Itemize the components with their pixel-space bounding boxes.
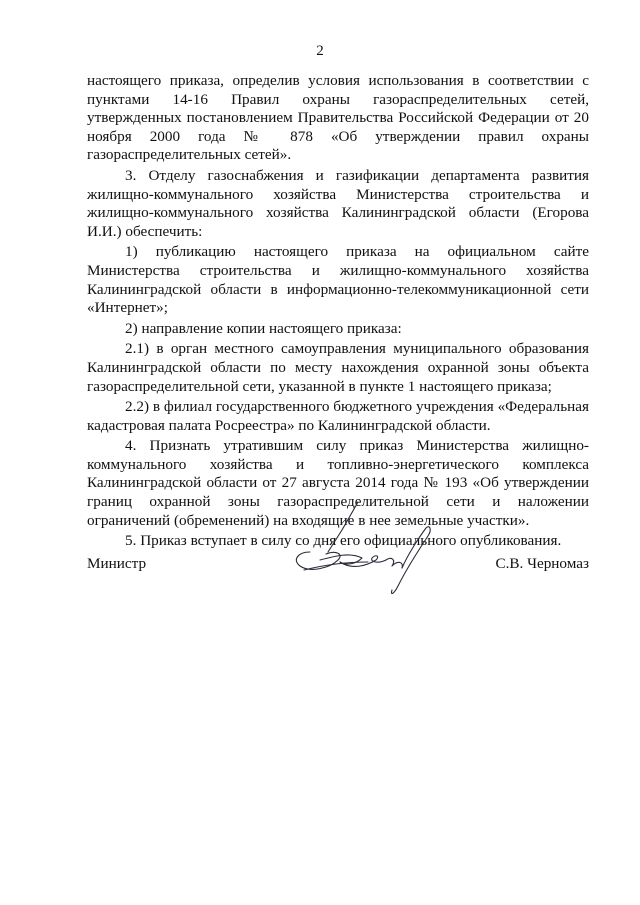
paragraph-item-4: 4. Признать утратившим силу приказ Министерства жилищно-коммунального хозяйства и топливно-энергетического комплекса Калининградской области от 27 августа 2014 года № 193 «Об утверждении границ охранной зоны газораспределительной сети и наложении ограничений (обременений) на входящие в нее земельные участки».: [87, 437, 589, 529]
signatory-name: С.В. Черномаз: [495, 555, 589, 572]
paragraph-item-3: 3. Отделу газоснабжения и газификации департамента развития жилищно-коммунального хозяйства Министерства строительства и жилищно-коммунального хозяйства Калининградской области (Егорова И.И.) обеспечить:: [87, 166, 589, 240]
paragraph-subitem-2: 2) направление копии настоящего приказа:: [125, 319, 402, 337]
paragraph-continuation: настоящего приказа, определив условия использования в соответствии с пунктами 14-16 Правил охраны газораспределительных сетей, утвержденных постановлением Правительства Российской Федерации от 20 ноября 2000 года № 878 «Об утверждении правил охраны газораспределительных сетей».: [87, 72, 589, 164]
paragraph-item-5: 5. Приказ вступает в силу со дня его официального опубликования.: [125, 532, 562, 550]
paragraph-subitem-2-2: 2.2) в филиал государственного бюджетного учреждения «Федеральная кадастровая палата Росреестра» по Калининградской области.: [87, 398, 589, 434]
paragraph-subitem-2-1: 2.1) в орган местного самоуправления муниципального образования Калининградской области по месту нахождения охранной зоны объекта газораспределительной сети, указанной в пункте 1 настоящего приказа;: [87, 340, 589, 395]
document-body: [87, 72, 589, 553]
signatory-title: Министр: [87, 555, 147, 572]
handwritten-signature: [280, 490, 440, 600]
page-number: 2: [316, 43, 324, 59]
paragraph-subitem-1: 1) публикацию настоящего приказа на официальном сайте Министерства строительства и жилищно-коммунального хозяйства Калининградской области в информационно-телекоммуникационной сети «Интернет»;: [87, 243, 589, 317]
